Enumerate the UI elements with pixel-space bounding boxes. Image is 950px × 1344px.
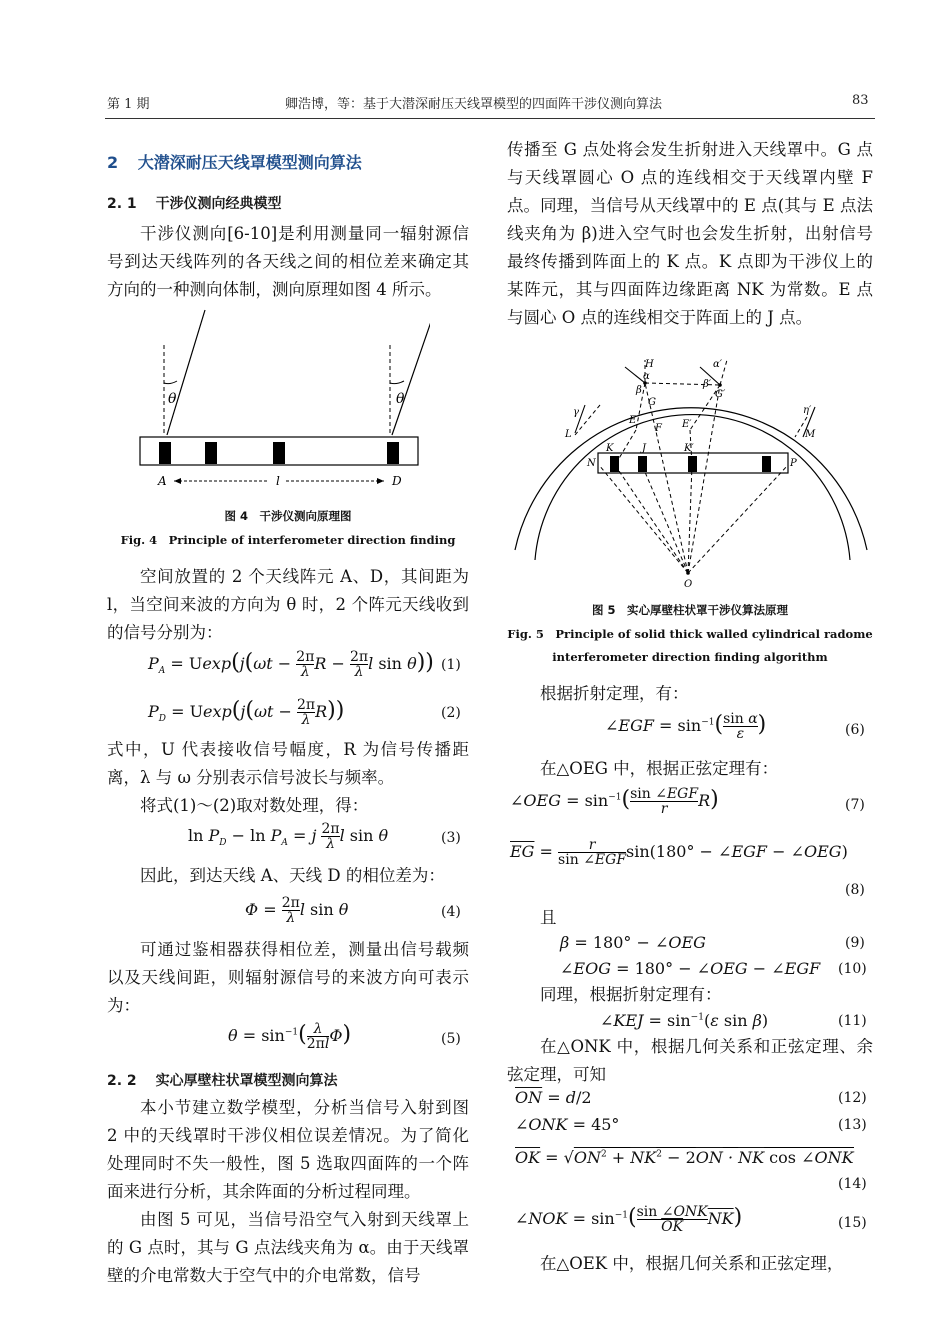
paragraph-continuation <box>507 136 873 332</box>
figure-5-diagram <box>505 355 875 590</box>
antenna-element-3 <box>273 442 285 464</box>
paragraph: 将式(1)～(2)取对数处理，得： <box>140 796 369 815</box>
label-l: l <box>276 474 280 488</box>
subsection-title: 实心厚壁柱状罩模型测向算法 <box>155 1073 338 1089</box>
element-P <box>762 456 771 472</box>
paragraph: 在△OEG 中，根据正弦定理有： <box>540 759 779 778</box>
equation-6: ∠EGF = $\sin^{-1}$( $\frac{\text{sin α}}{\varepsilon}$ ) <box>605 711 767 742</box>
paragraph: 在△OEK 中，根据几何关系和正弦定理， <box>540 1254 844 1273</box>
theta-label-right: θ <box>396 391 405 407</box>
running-title: 卿浩博，等：基于大潜深耐压天线罩模型的四面阵干涉仪测向算法 <box>285 97 663 112</box>
label-J: J <box>642 443 647 454</box>
equation-10: ∠EOG = 180° − ∠OEG − ∠EGF <box>560 959 821 978</box>
figure-5-caption-en-1: Fig. 5 Principle of solid thick walled cylindrical radome <box>507 627 873 641</box>
element-K <box>610 456 619 472</box>
paragraph: 在△ONK 中，根据几何关系和正弦定理、余弦定理，可知 <box>507 1037 873 1084</box>
label-M: M <box>805 429 816 440</box>
label-beta: β <box>636 385 642 396</box>
equation-4-number: (4) <box>441 904 461 920</box>
equation-2: $P_D = Uexp(j(\omega t$ − $\frac{2\pi}{\lambda}$ R)) <box>148 697 345 728</box>
label-K: K <box>606 443 614 454</box>
label-G-prime: G′ <box>715 389 726 400</box>
equation-1: $P_A = Uexp(j(\omega t$ − $\frac{2\pi}{\lambda}$ R − $\frac{2\pi}{\lambda}$ l sin θ)) <box>148 649 434 680</box>
section-title: 大潜深耐压天线罩模型测向算法 <box>137 153 362 172</box>
label-A: A <box>158 474 167 488</box>
equation-2-number: (2) <box>441 705 461 721</box>
section-heading <box>107 150 362 173</box>
equation-9: β = 180° − ∠OEG <box>560 933 706 952</box>
equation-9-number: (9) <box>845 935 865 951</box>
paragraph: 空间放置的 2 个天线阵元 A、D，其间距为 l，当空间来波的方向为 θ 时，2 个阵元天线收到的信号分别为： <box>107 567 469 642</box>
subsection-heading <box>107 193 282 213</box>
equation-13: ∠ONK = 45° <box>515 1115 620 1134</box>
theta-arc-left <box>164 381 177 384</box>
paragraph: 同理，根据折射定理有： <box>540 985 722 1004</box>
antenna-element-2 <box>205 442 217 464</box>
equation-5-number: (5) <box>441 1031 461 1047</box>
label-K-prime: K′ <box>684 443 694 454</box>
subsection-title: 干涉仪测向经典模型 <box>155 196 282 212</box>
label-L: L <box>565 429 572 440</box>
paragraph: 且 <box>540 908 557 927</box>
figure-4-diagram <box>130 305 430 495</box>
equation-4: Φ = $\frac{2\pi}{\lambda}$ l sin θ <box>245 895 349 926</box>
equation-10-number: (10) <box>838 961 867 977</box>
equation-7: ∠OEG = $\sin^{-1}$( sin ∠EGF r R) <box>510 786 719 817</box>
label-D: D <box>392 474 402 488</box>
label-alpha-prime: α′ <box>713 359 723 370</box>
page-number: 83 <box>852 93 869 108</box>
continued-text: 传播至 G 点处将会发生折射进入天线罩中。G 点与天线罩圆心 O 点的连线相交于天线罩内壁 F 点。同理，当信号从天线罩中的 E 点(其与 E 点法线夹角为 β)进入空气时也会发生折射，出射信号最终传播到阵面上的 K 点。K 点即为干涉仪上的某阵元，其与四面阵边缘距离 NK 为常数。E 点与圆心 O 点的连线相交于阵面上的 J 点。 <box>507 140 873 327</box>
equation-15-number: (15) <box>838 1215 867 1231</box>
equation-3: $\ln P_D - \ln P_A = j$ $\frac{2\pi}{\lambda}$ l sin θ <box>188 821 389 852</box>
equation-12: $\overline{ON} = d/2$ <box>515 1088 592 1107</box>
header-rule <box>105 118 875 119</box>
ray-solid-left <box>167 310 205 435</box>
label-F: F <box>655 423 662 434</box>
equation-14: $\overline{OK} = √ON^2 + \overline{NK}^2 - 2\overline{ON} \cdot \overline{NK}$ cos ∠ONK <box>515 1148 854 1167</box>
paragraph: 可通过鉴相器获得相位差，测量出信号载频以及天线间距，则辐射源信号的来波方向可表示为： <box>107 940 469 1015</box>
paragraph: 干涉仪测向[6-10]是利用测量同一辐射源信号到达天线阵列的各天线之间的相位差来确定其方向的一种测向体制，测向原理如图 4 所示。 <box>107 224 469 299</box>
label-H: H <box>645 359 654 370</box>
label-P: P <box>790 458 797 469</box>
label-E-prime: E′ <box>682 419 692 430</box>
equation-15: ∠NOK = $\sin^{-1}$( sin ∠ONK $\overline{OK}$ $\overline{NK}$) <box>515 1204 743 1235</box>
element-J <box>638 456 647 472</box>
label-eta-prime: η′ <box>803 405 812 416</box>
paragraph: 因此，到达天线 A、天线 D 的相位差为： <box>140 866 445 885</box>
equation-11-number: (11) <box>838 1013 867 1029</box>
label-O: O <box>684 579 693 590</box>
equation-12-number: (12) <box>838 1090 867 1106</box>
label-E: E <box>629 415 637 426</box>
equation-14-number: (14) <box>838 1176 867 1192</box>
figure-4-caption-cn: 图 4 干涉仪测向原理图 <box>224 509 352 523</box>
subsection-number: 2. 1 <box>107 196 137 212</box>
section-number: 2 <box>107 153 119 172</box>
label-alpha: α <box>643 371 650 382</box>
figure-5-caption-en-2: interferometer direction finding algorithm <box>552 650 828 664</box>
label-N: N <box>587 458 596 469</box>
theta-arc-right <box>390 381 404 384</box>
paragraph: 由图 5 可见，当信号沿空气入射到天线罩上的 G 点时，其与 G 点法线夹角为 α。由于天线罩壁的介电常数大于空气中的介电常数，信号 <box>107 1210 469 1285</box>
equation-13-number: (13) <box>838 1117 867 1133</box>
equation-5: $\theta = \sin^{-1}$( $\frac{\lambda}{2\pi l}$ Φ) <box>228 1021 352 1052</box>
label-beta-prime: β′ <box>703 379 712 390</box>
equation-11: ∠KEJ = $\sin^{-1}(\varepsilon$ sin β) <box>600 1011 769 1030</box>
figure-5-caption-cn: 图 5 实心厚壁柱状罩干涉仪算法原理 <box>591 603 788 617</box>
equation-6-number: (6) <box>845 722 865 738</box>
label-gamma: γ <box>573 407 579 418</box>
issue-number: 第 1 期 <box>107 97 150 112</box>
subsection-number: 2. 2 <box>107 1073 137 1089</box>
equation-1-number: (1) <box>441 657 461 673</box>
subsection-heading <box>107 1070 338 1090</box>
figure-4-caption-en: Fig. 4 Principle of interferometer direction finding <box>120 533 456 547</box>
equation-8-number: (8) <box>845 882 865 898</box>
element-K2 <box>688 456 697 472</box>
equation-7-number: (7) <box>845 797 865 813</box>
ray-solid-right <box>392 310 430 435</box>
theta-label-left: θ <box>168 391 177 407</box>
equation-3-number: (3) <box>441 830 461 846</box>
paragraph: 根据折射定理，有： <box>540 684 689 703</box>
paragraph: 本小节建立数学模型，分析当信号入射到图 2 中的天线罩时干涉仪相位误差情况。为了简化处理同时不失一般性，图 5 选取四面阵的一个阵面来进行分析，其余阵面的分析过程同理。 <box>107 1098 469 1201</box>
antenna-element-D <box>387 442 399 464</box>
antenna-element-A <box>159 442 171 464</box>
equation-8: $\overline{EG}$ = r sin ∠EGF sin(180° − ∠EGF − ∠OEG) <box>510 837 848 868</box>
label-G: G <box>648 397 656 408</box>
paragraph: 式中，U 代表接收信号幅度，R 为信号传播距离，λ 与 ω 分别表示信号波长与频率。 <box>107 740 469 787</box>
